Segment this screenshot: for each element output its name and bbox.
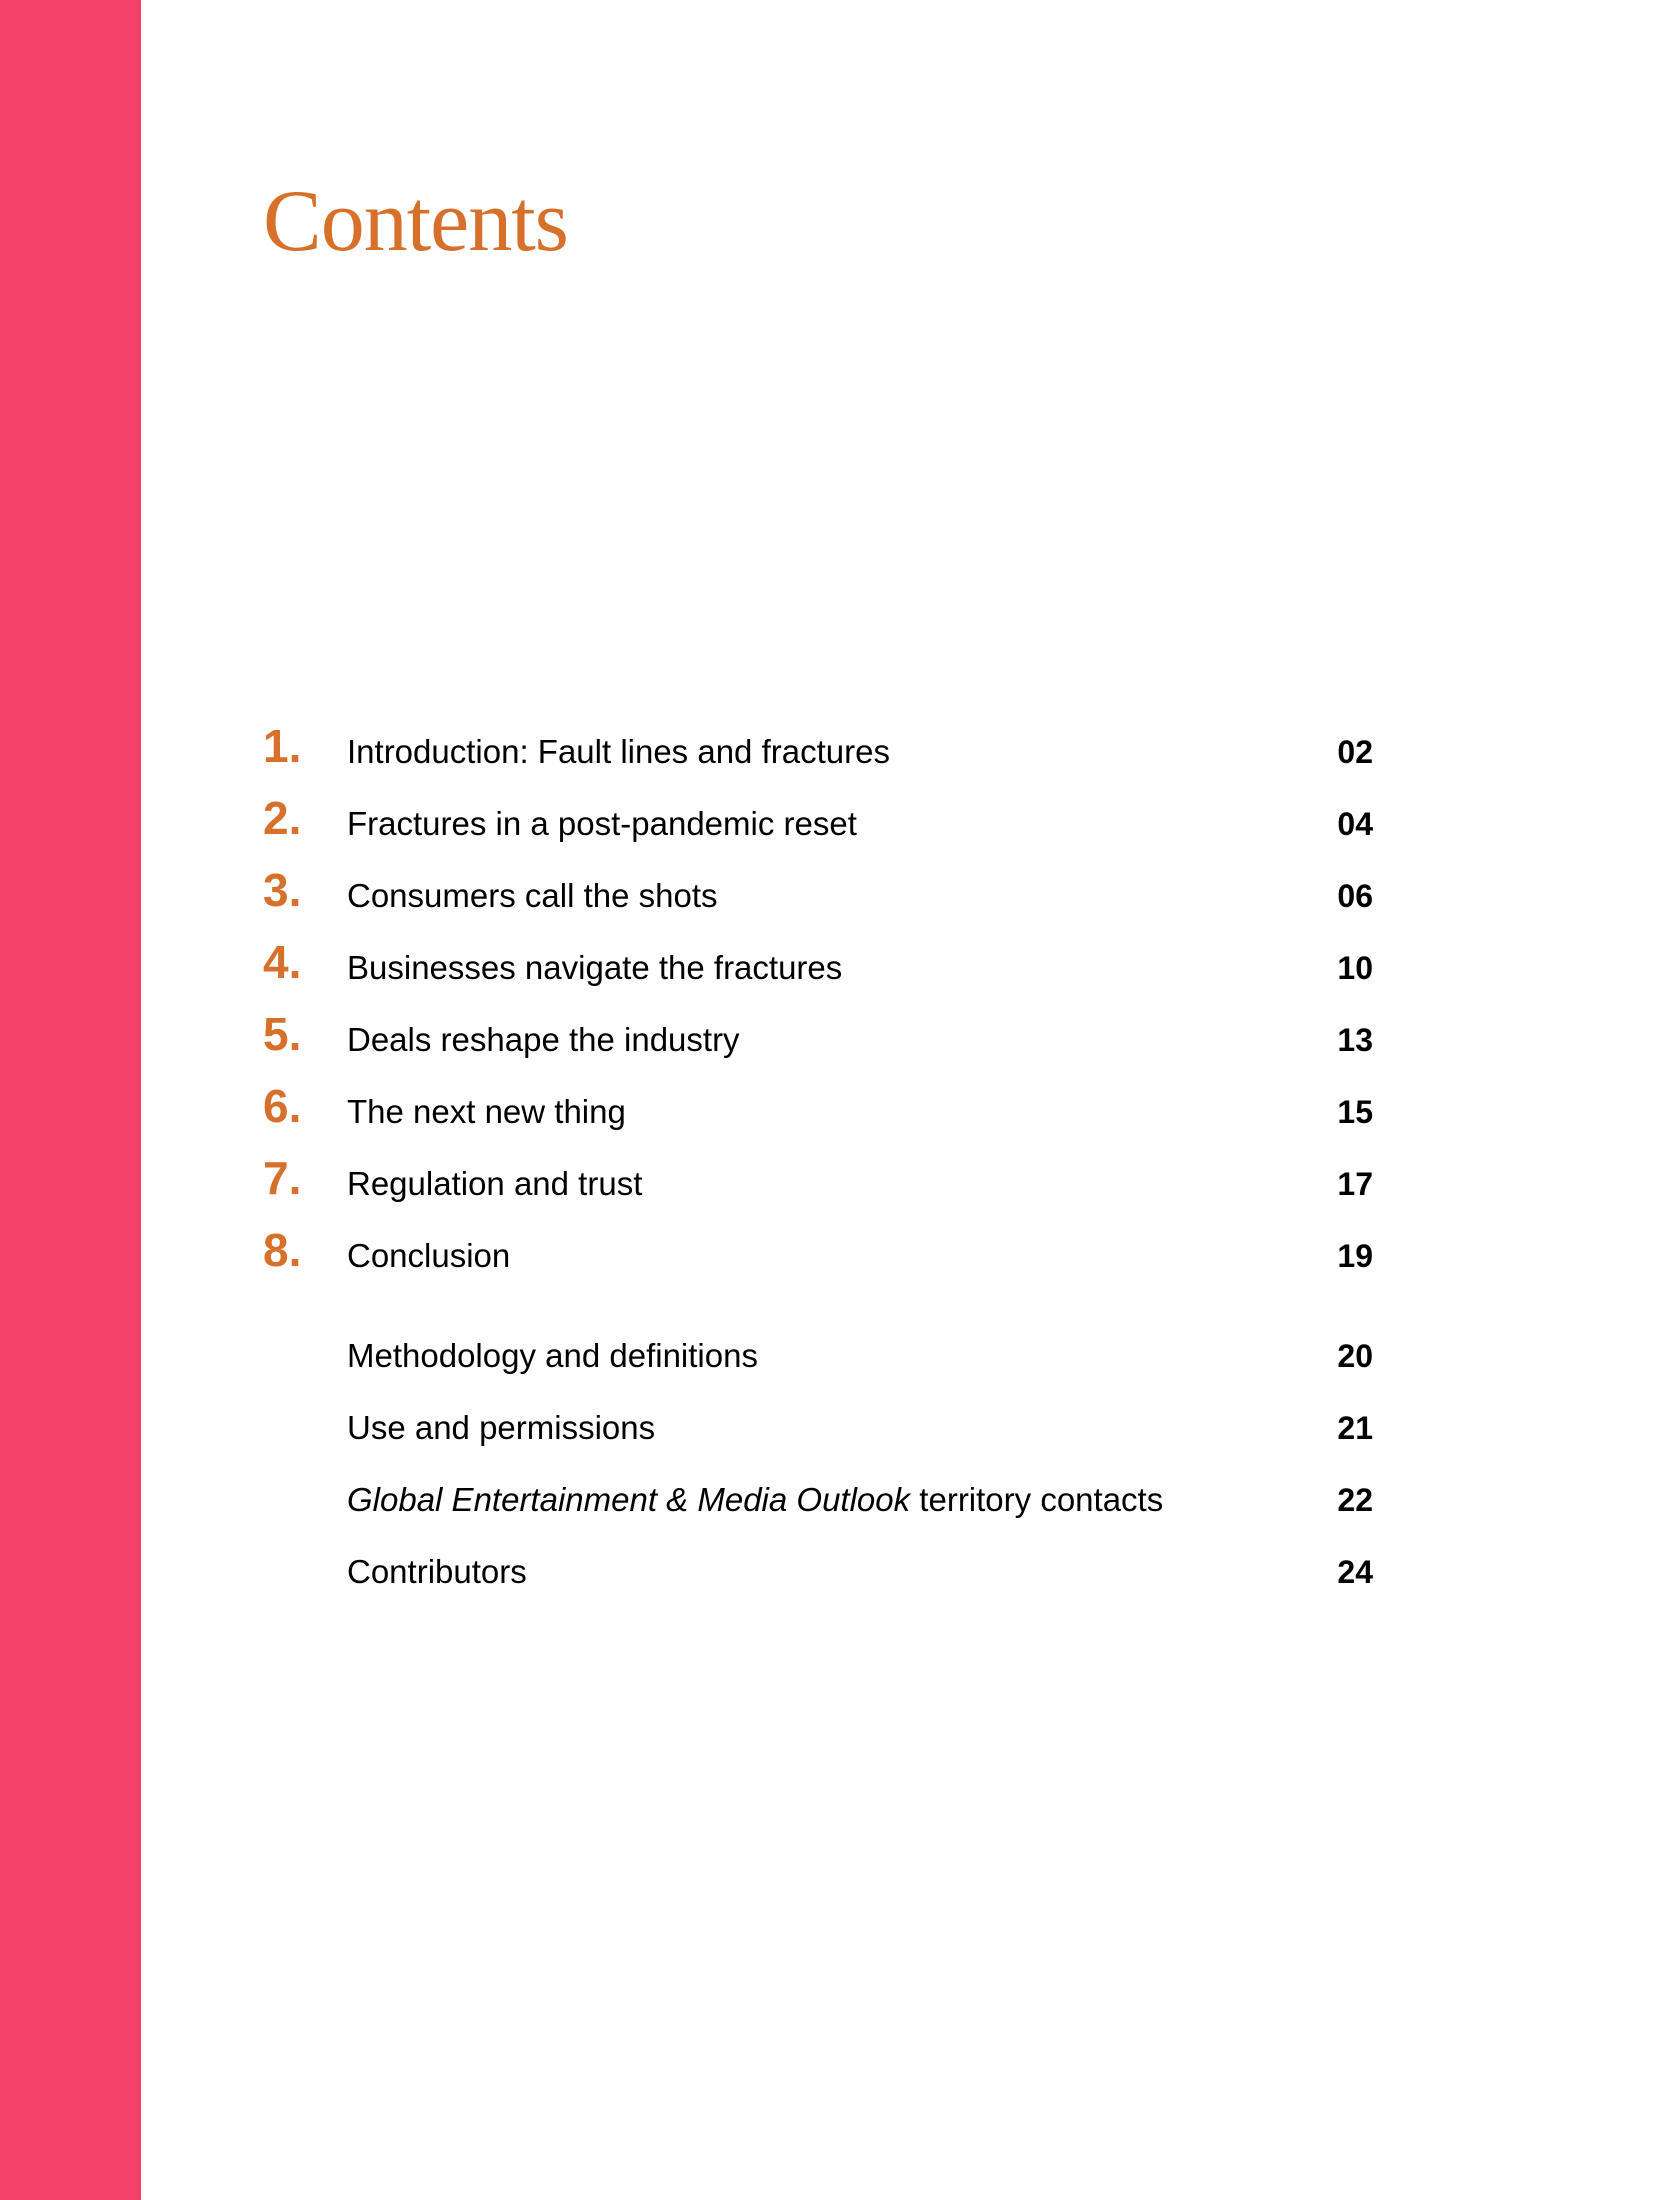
chapter-title[interactable]: Introduction: Fault lines and fractures	[347, 733, 890, 770]
chapter-number: 2.	[263, 792, 302, 844]
chapter-number: 1.	[263, 720, 302, 772]
toc-row-methodology[interactable]	[263, 1336, 1373, 1408]
appendix-title[interactable]: Methodology and definitions	[347, 1337, 758, 1374]
page-number: 02	[1337, 734, 1373, 770]
page-title: Contents	[263, 173, 568, 270]
toc-row-permissions[interactable]	[263, 1408, 1373, 1480]
chapter-number: 7.	[263, 1152, 302, 1204]
page-number: 19	[1337, 1238, 1373, 1274]
chapter-number: 8.	[263, 1224, 302, 1276]
page-number: 04	[1337, 806, 1373, 842]
chapter-number: 6.	[263, 1080, 302, 1132]
chapter-title[interactable]: Fractures in a post-pandemic reset	[347, 805, 857, 842]
page-number: 06	[1337, 878, 1373, 914]
page-number: 10	[1337, 950, 1373, 986]
page-number: 17	[1337, 1166, 1373, 1202]
chapter-number: 4.	[263, 936, 302, 988]
toc-row-contributors[interactable]	[263, 1552, 1373, 1624]
chapter-number: 5.	[263, 1008, 302, 1060]
appendix-list	[263, 1336, 1373, 1624]
toc-row-5[interactable]	[263, 1010, 1373, 1082]
toc-row-6[interactable]	[263, 1082, 1373, 1154]
chapter-title[interactable]: The next new thing	[347, 1093, 626, 1130]
page-number: 24	[1337, 1554, 1373, 1590]
toc-row-territory-contacts[interactable]	[263, 1480, 1373, 1552]
chapter-title[interactable]: Businesses navigate the fractures	[347, 949, 843, 986]
publication-name: Global Entertainment & Media Outlook	[347, 1481, 911, 1518]
appendix-title[interactable]: Contributors	[347, 1553, 527, 1590]
toc-row-2[interactable]	[263, 794, 1373, 866]
page-number: 21	[1337, 1410, 1373, 1446]
toc-row-1[interactable]	[263, 722, 1373, 794]
chapter-title[interactable]: Consumers call the shots	[347, 877, 718, 914]
chapter-number: 3.	[263, 864, 302, 916]
chapter-title[interactable]: Deals reshape the industry	[347, 1021, 740, 1058]
chapter-title[interactable]: Regulation and trust	[347, 1165, 643, 1202]
page-number: 20	[1337, 1338, 1373, 1374]
side-color-bar	[0, 0, 141, 2200]
chapter-title[interactable]: Conclusion	[347, 1237, 511, 1274]
toc-row-3[interactable]	[263, 866, 1373, 938]
page-number: 22	[1337, 1482, 1373, 1518]
page-number: 15	[1337, 1094, 1373, 1130]
appendix-title[interactable]: Use and permissions	[347, 1409, 656, 1446]
toc-row-8[interactable]	[263, 1226, 1373, 1298]
appendix-title-suffix: territory contacts	[910, 1481, 1164, 1518]
chapter-list	[263, 722, 1373, 1298]
page-number: 13	[1337, 1022, 1373, 1058]
toc-row-4[interactable]	[263, 938, 1373, 1010]
toc-row-7[interactable]	[263, 1154, 1373, 1226]
appendix-title[interactable]	[347, 1480, 1163, 1520]
